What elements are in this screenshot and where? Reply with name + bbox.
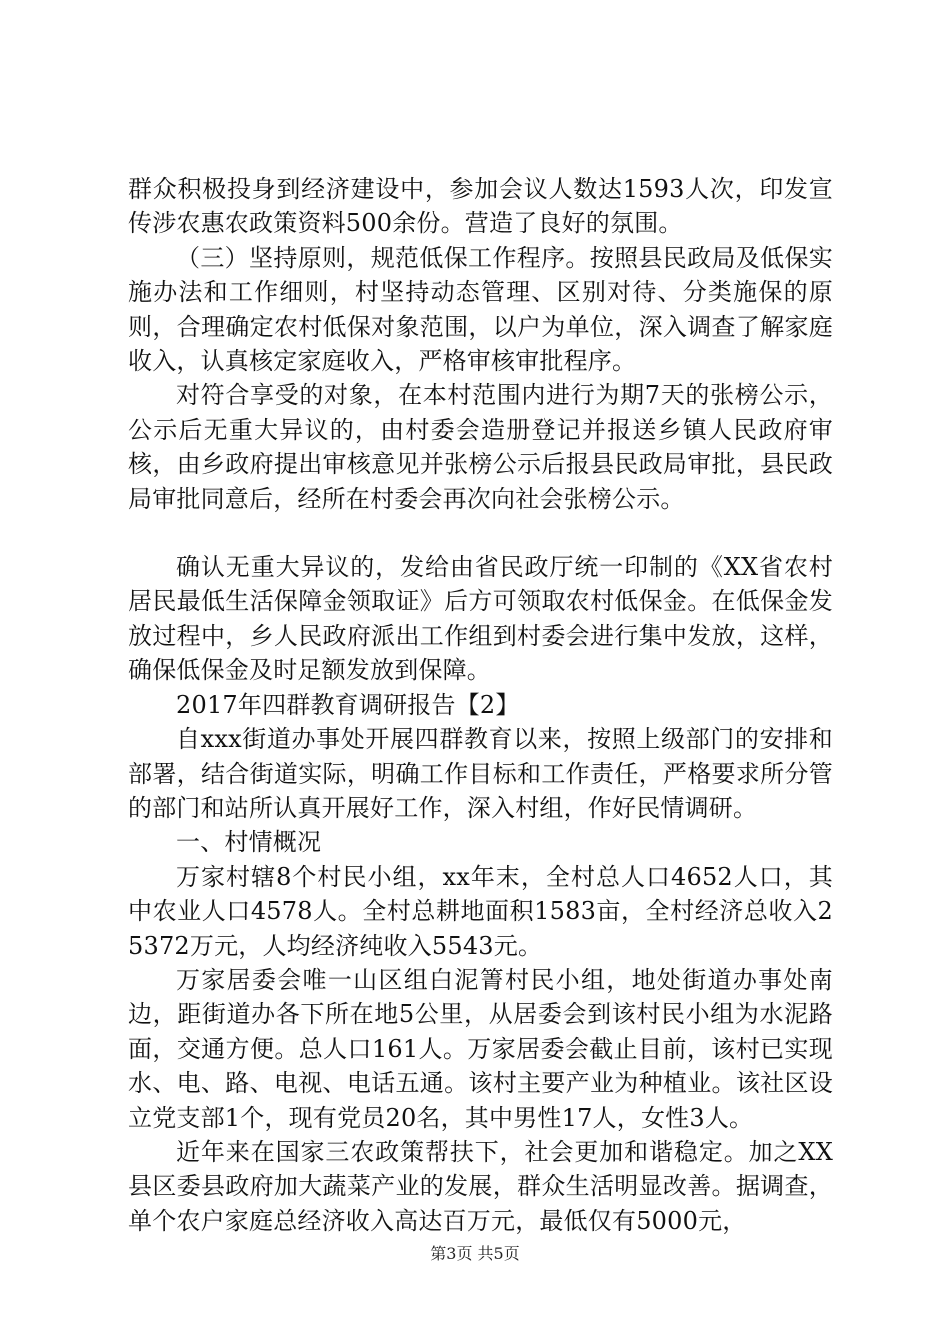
- paragraph-intro: 自xxx街道办事处开展四群教育以来，按照上级部门的安排和部署，结合街道实际，明确工作目标和工作责任，严格要求所分管的部门和站所认真开展好工作，深入村组，作好民情调研。: [128, 725, 833, 822]
- report-heading: 2017年四群教育调研报告【2】: [176, 690, 520, 719]
- paragraph-public-notice: 对符合享受的对象，在本村范围内进行为期7天的张榜公示，公示后无重大异议的，由村委会造册登记并报送乡镇人民政府审核，由乡政府提出审核意见并张榜公示后报县民政局审批，县民政局审批同意后，经所在村委会再次向社会张榜公示。: [128, 381, 833, 513]
- document-body: [128, 172, 833, 1238]
- page-number-footer: 第3页 共5页: [430, 1244, 520, 1263]
- paragraph-recent-years: 近年来在国家三农政策帮扶下，社会更加和谐稳定。加之XX县区委县政府加大蔬菜产业的发展，群众生活明显改善。据调查，单个农户家庭总经济收入高达百万元，最低仅有5000元，: [128, 1137, 833, 1235]
- paragraph-section-three: （三）坚持原则，规范低保工作程序。按照县民政局及低保实施办法和工作细则，村坚持动态管理、区别对待、分类施保的原则，合理确定农村低保对象范围，以户为单位，深入调查了解家庭收入，认真核定家庭收入，严格审核审批程序。: [128, 243, 833, 376]
- paragraph-confirmation: 确认无重大异议的，发给由省民政厅统一印制的《XX省农村居民最低生活保障金领取证》后方可领取农村低保金。在低保金发放过程中，乡人民政府派出工作组到村委会进行集中发放，这样，确保低保金及时足额发放到保障。: [128, 553, 833, 685]
- paragraph-village-stats: 万家村辖8个村民小组，xx年末，全村总人口4652人口，其中农业人口4578人。全村总耕地面积1583亩，全村经济总收入25372万元，人均经济纯收入5543元。: [128, 862, 833, 960]
- section-heading-village-overview: 一、村情概况: [176, 828, 322, 857]
- paragraph-residents-committee: 万家居委会唯一山区组白泥箐村民小组，地处街道办事处南边，距街道办各下所在地5公里，从居委会到该村民小组为水泥路面，交通方便。总人口161人。万家居委会截止目前，该村已实现水、电、路、电视、电话五通。该村主要产业为种植业。该社区设立党支部1个，现有党员20名，其中男性17人，女性3人。: [128, 965, 833, 1132]
- paragraph-continuation: 群众积极投身到经济建设中，参加会议人数达1593人次，印发宣传涉农惠农政策资料500余份。营造了良好的氛围。: [128, 175, 833, 238]
